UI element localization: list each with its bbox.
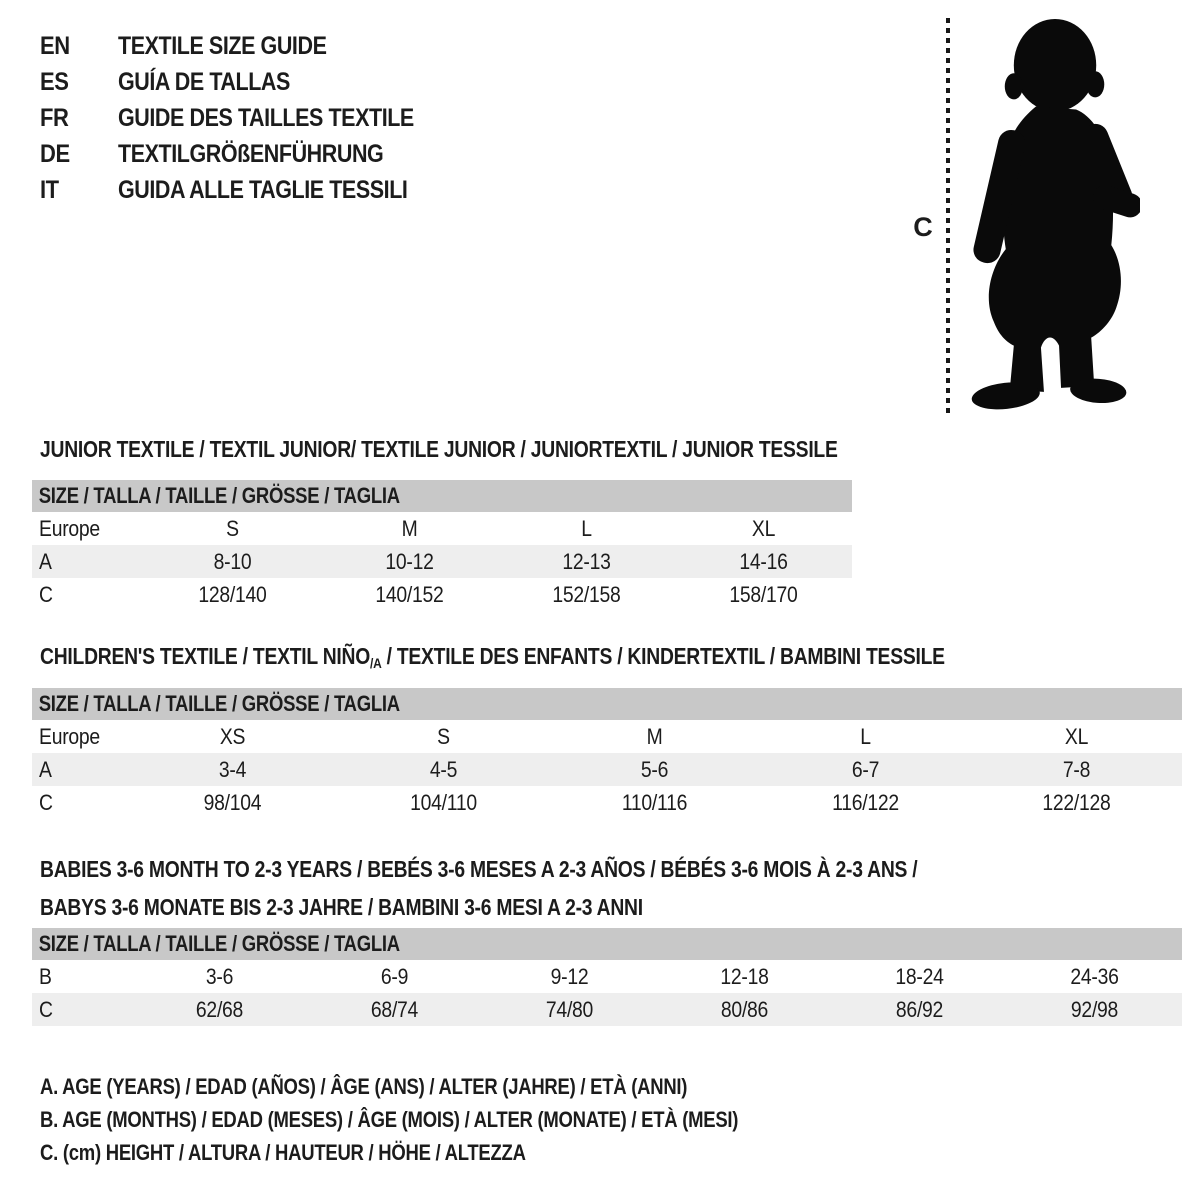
months-cell: 24-36 bbox=[1070, 963, 1119, 989]
row-label: A bbox=[39, 756, 52, 782]
language-row-it bbox=[40, 172, 462, 208]
legend bbox=[40, 1070, 871, 1169]
junior-section bbox=[32, 436, 852, 607]
junior-size-table bbox=[32, 480, 852, 611]
language-row-fr bbox=[40, 100, 462, 136]
months-cell: 12-18 bbox=[720, 963, 769, 989]
size-cell: M bbox=[646, 723, 663, 749]
height-cell: 74/80 bbox=[545, 996, 594, 1022]
size-cell: XL bbox=[751, 515, 776, 541]
size-header-label: SIZE / TALLA / TAILLE / GRÖSSE / TAGLIA bbox=[38, 931, 400, 956]
language-code: IT bbox=[40, 175, 59, 204]
months-cell: 6-9 bbox=[380, 963, 409, 989]
babies-title-line2: BABYS 3-6 MONATE BIS 2-3 JAHRE / BAMBINI 3-6 MESI A 2-3 ANNI bbox=[40, 894, 643, 920]
height-cell: 68/74 bbox=[370, 996, 419, 1022]
children-section bbox=[32, 643, 1182, 815]
children-section-title bbox=[40, 643, 999, 673]
age-cell: 6-7 bbox=[851, 756, 880, 782]
row-label: C bbox=[39, 996, 53, 1022]
table-row-europe bbox=[32, 720, 1182, 753]
legend-line-height: C. (cm) HEIGHT / ALTURA / HAUTEUR / HÖHE / ALTEZZA bbox=[40, 1140, 526, 1165]
age-cell: 8-10 bbox=[213, 548, 252, 574]
size-header-label: SIZE / TALLA / TAILLE / GRÖSSE / TAGLIA bbox=[38, 483, 400, 508]
months-cell: 18-24 bbox=[895, 963, 944, 989]
height-cell: 104/110 bbox=[410, 789, 477, 815]
age-cell: 7-8 bbox=[1062, 756, 1091, 782]
children-title-suffix: / TEXTILE DES ENFANTS / KINDERTEXTIL / BAMBINI TESSILE bbox=[381, 643, 945, 669]
children-title-subscript: /A bbox=[370, 656, 382, 672]
table-row-height bbox=[32, 786, 1182, 819]
height-cell: 128/140 bbox=[198, 581, 267, 607]
babies-section-title bbox=[40, 850, 999, 926]
junior-section-title: JUNIOR TEXTILE / TEXTIL JUNIOR/ TEXTILE JUNIOR / JUNIORTEXTIL / JUNIOR TESSILE bbox=[40, 436, 838, 462]
table-row-age bbox=[32, 545, 852, 578]
row-label: A bbox=[39, 548, 52, 574]
row-label: Europe bbox=[39, 723, 100, 749]
height-cell: 98/104 bbox=[203, 789, 262, 815]
language-code: DE bbox=[40, 139, 70, 168]
language-row-en bbox=[40, 28, 462, 64]
height-cell: 86/92 bbox=[895, 996, 944, 1022]
babies-size-table-header bbox=[32, 928, 1182, 960]
size-cell: M bbox=[401, 515, 418, 541]
height-cell: 140/152 bbox=[375, 581, 444, 607]
row-label: B bbox=[39, 963, 52, 989]
height-cell: 152/158 bbox=[552, 581, 621, 607]
size-cell: XS bbox=[219, 723, 246, 749]
row-label: Europe bbox=[39, 515, 100, 541]
children-title-prefix: CHILDREN'S TEXTILE / TEXTIL NIÑO bbox=[40, 643, 371, 669]
age-cell: 3-4 bbox=[218, 756, 247, 782]
row-label: C bbox=[39, 581, 53, 607]
height-cell: 116/122 bbox=[832, 789, 899, 815]
guide-title-en: TEXTILE SIZE GUIDE bbox=[118, 31, 327, 60]
language-code: ES bbox=[40, 67, 69, 96]
size-cell: S bbox=[226, 515, 239, 541]
language-code: FR bbox=[40, 103, 69, 132]
age-cell: 4-5 bbox=[429, 756, 458, 782]
age-cell: 5-6 bbox=[640, 756, 669, 782]
table-row-height bbox=[32, 993, 1182, 1026]
table-row-age bbox=[32, 753, 1182, 786]
height-cell: 110/116 bbox=[621, 789, 688, 815]
legend-line-age-years: A. AGE (YEARS) / EDAD (AÑOS) / ÂGE (ANS) / ALTER (JAHRE) / ETÀ (ANNI) bbox=[40, 1074, 688, 1099]
guide-title-de: TEXTILGRÖßENFÜHRUNG bbox=[118, 139, 384, 168]
table-row-months bbox=[32, 960, 1182, 993]
height-dashed-line bbox=[946, 18, 950, 416]
size-header-label: SIZE / TALLA / TAILLE / GRÖSSE / TAGLIA bbox=[38, 691, 400, 716]
age-cell: 10-12 bbox=[385, 548, 434, 574]
height-measure-label: C bbox=[913, 212, 933, 242]
table-row-height bbox=[32, 578, 852, 611]
legend-line-age-months: B. AGE (MONTHS) / EDAD (MESES) / ÂGE (MOIS) / ALTER (MONATE) / ETÀ (MESI) bbox=[40, 1107, 739, 1132]
babies-size-table bbox=[32, 928, 1182, 1026]
babies-section bbox=[32, 850, 1182, 1022]
guide-title-it: GUIDA ALLE TAGLIE TESSILI bbox=[118, 175, 408, 204]
size-cell: L bbox=[581, 515, 592, 541]
size-cell: L bbox=[860, 723, 871, 749]
junior-size-table-header bbox=[32, 480, 852, 512]
age-cell: 14-16 bbox=[739, 548, 788, 574]
language-row-de bbox=[40, 136, 462, 172]
children-size-table-header bbox=[32, 688, 1182, 720]
row-label: C bbox=[39, 789, 53, 815]
months-cell: 3-6 bbox=[205, 963, 234, 989]
babies-title-line1: BABIES 3-6 MONTH TO 2-3 YEARS / BEBÉS 3-6 MESES A 2-3 AÑOS / BÉBÉS 3-6 MOIS À 2-3 ANS / bbox=[40, 856, 918, 882]
children-size-table bbox=[32, 688, 1182, 819]
height-cell: 80/86 bbox=[720, 996, 769, 1022]
guide-title-fr: GUIDE DES TAILLES TEXTILE bbox=[118, 103, 414, 132]
toddler-silhouette-icon bbox=[963, 16, 1140, 418]
height-cell: 122/128 bbox=[1042, 789, 1111, 815]
guide-title-es: GUÍA DE TALLAS bbox=[118, 67, 290, 96]
language-header bbox=[40, 28, 462, 208]
size-cell: S bbox=[437, 723, 450, 749]
height-cell: 62/68 bbox=[195, 996, 244, 1022]
height-cell: 92/98 bbox=[1070, 996, 1119, 1022]
language-row-es bbox=[40, 64, 462, 100]
height-cell: 158/170 bbox=[729, 581, 798, 607]
size-cell: XL bbox=[1064, 723, 1089, 749]
language-code: EN bbox=[40, 31, 70, 60]
age-cell: 12-13 bbox=[562, 548, 611, 574]
months-cell: 9-12 bbox=[550, 963, 589, 989]
table-row-europe bbox=[32, 512, 852, 545]
